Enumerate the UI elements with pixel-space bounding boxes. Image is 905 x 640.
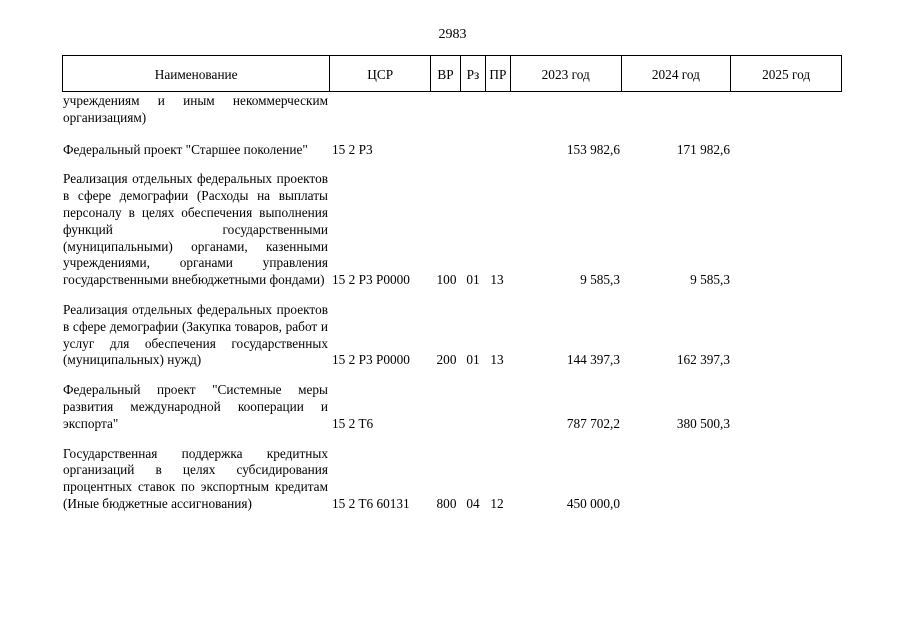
table-row	[62, 171, 842, 289]
header-2024: 2024 год	[622, 56, 732, 91]
row-csr: 15 2 T6	[332, 415, 374, 431]
table-row	[62, 142, 842, 159]
header-2023: 2023 год	[511, 56, 622, 91]
row-csr: 15 2 P3 P0000	[332, 272, 410, 288]
header-pr: ПР	[486, 56, 511, 91]
table-row	[62, 446, 842, 513]
row-2023: 787 702,2	[566, 415, 620, 431]
header-csr: ЦСР	[330, 56, 431, 91]
row-name: учреждениям и иным некоммерческим организациям)	[63, 93, 328, 125]
row-csr: 15 2 P3 P0000	[332, 352, 410, 368]
row-name: Федеральный проект "Системные меры развития международной кооперации и экспорта"	[63, 382, 328, 431]
row-name: Федеральный проект "Старшее поколение"	[63, 141, 308, 157]
row-2023: 153 982,6	[566, 141, 620, 157]
row-pr: 13	[490, 272, 504, 288]
row-name: Реализация отдельных федеральных проектов в сфере демографии (Расходы на выплаты персоналу в целях обеспечения выполнения функций государственными (муниципальными) органами, казенными учреждениями, органами управления государственными внебюджетными фондами)	[63, 171, 328, 288]
header-name: Наименование	[63, 56, 330, 91]
row-vr: 100	[436, 272, 457, 288]
row-pr: 13	[490, 352, 504, 368]
table-row	[62, 302, 842, 369]
row-name: Государственная поддержка кредитных организаций в целях субсидирования процентных ставок по экспортным кредитам (Иные бюджетные ассигнования)	[63, 445, 328, 511]
row-2024: 9 585,3	[690, 272, 730, 288]
row-rz: 04	[466, 495, 480, 511]
row-csr: 15 2 P3	[332, 141, 373, 157]
row-2024: 162 397,3	[676, 352, 730, 368]
row-2023: 144 397,3	[566, 352, 620, 368]
row-pr: 12	[490, 495, 504, 511]
header-2025: 2025 год	[762, 66, 811, 82]
page-number: 2983	[438, 27, 467, 42]
row-2023: 9 585,3	[580, 272, 620, 288]
header-vr: ВР	[431, 56, 461, 91]
row-vr: 800	[436, 495, 457, 511]
table-row	[62, 382, 842, 432]
table-header	[62, 55, 842, 92]
row-name: Реализация отдельных федеральных проектов в сфере демографии (Закупка товаров, работ и услуг для обеспечения государственных (муниципальных) нужд)	[63, 301, 328, 368]
row-rz: 01	[466, 272, 480, 288]
row-csr: 15 2 T6 60131	[332, 495, 410, 511]
row-2024: 380 500,3	[676, 415, 730, 431]
table-body	[62, 93, 842, 526]
row-vr: 200	[436, 352, 457, 368]
row-rz: 01	[466, 352, 480, 368]
header-rz: Рз	[461, 56, 486, 91]
row-2024: 171 982,6	[676, 141, 730, 157]
row-2023: 450 000,0	[566, 495, 620, 511]
table-row	[62, 93, 842, 127]
